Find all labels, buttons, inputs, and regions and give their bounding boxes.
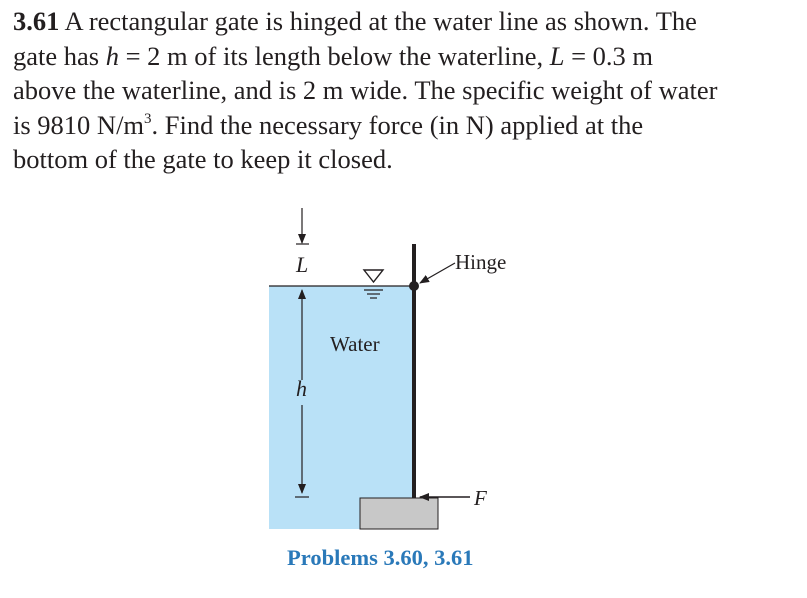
variable-h: h (105, 40, 119, 71)
label-L: L (296, 252, 309, 277)
label-F: F (474, 486, 487, 510)
hinge-pin (409, 281, 419, 291)
water-region (269, 286, 414, 529)
problem-line-4-end: . Find the necessary force (in N) applied at the (151, 109, 644, 140)
problem-number: 3.61 (13, 6, 60, 36)
variable-L: L (549, 40, 565, 71)
superscript-3: 3 (144, 110, 152, 127)
problem-line-4-start: is 9810 N/m (13, 109, 145, 140)
problem-line-1: A rectangular gate is hinged at the water line as shown. The (59, 6, 697, 36)
label-h: h (296, 376, 307, 401)
label-hinge: Hinge (455, 250, 507, 274)
problem-line-2-end: = 0.3 m (564, 40, 654, 71)
dimension-L (296, 208, 309, 244)
caption-text: Problems 3.60, 3.61 (287, 545, 474, 570)
problem-line-2-start: gate has (13, 40, 106, 71)
hinge-leader-arrow (420, 263, 455, 283)
problem-line-3: above the waterline, and is 2 m wide. The specific weight of water (13, 75, 718, 105)
gate-stop-block (360, 498, 438, 529)
problem-line-2-mid: = 2 m of its length below the waterline, (118, 40, 550, 71)
label-water: Water (330, 332, 380, 356)
problem-line-5: bottom of the gate to keep it closed. (13, 144, 393, 174)
